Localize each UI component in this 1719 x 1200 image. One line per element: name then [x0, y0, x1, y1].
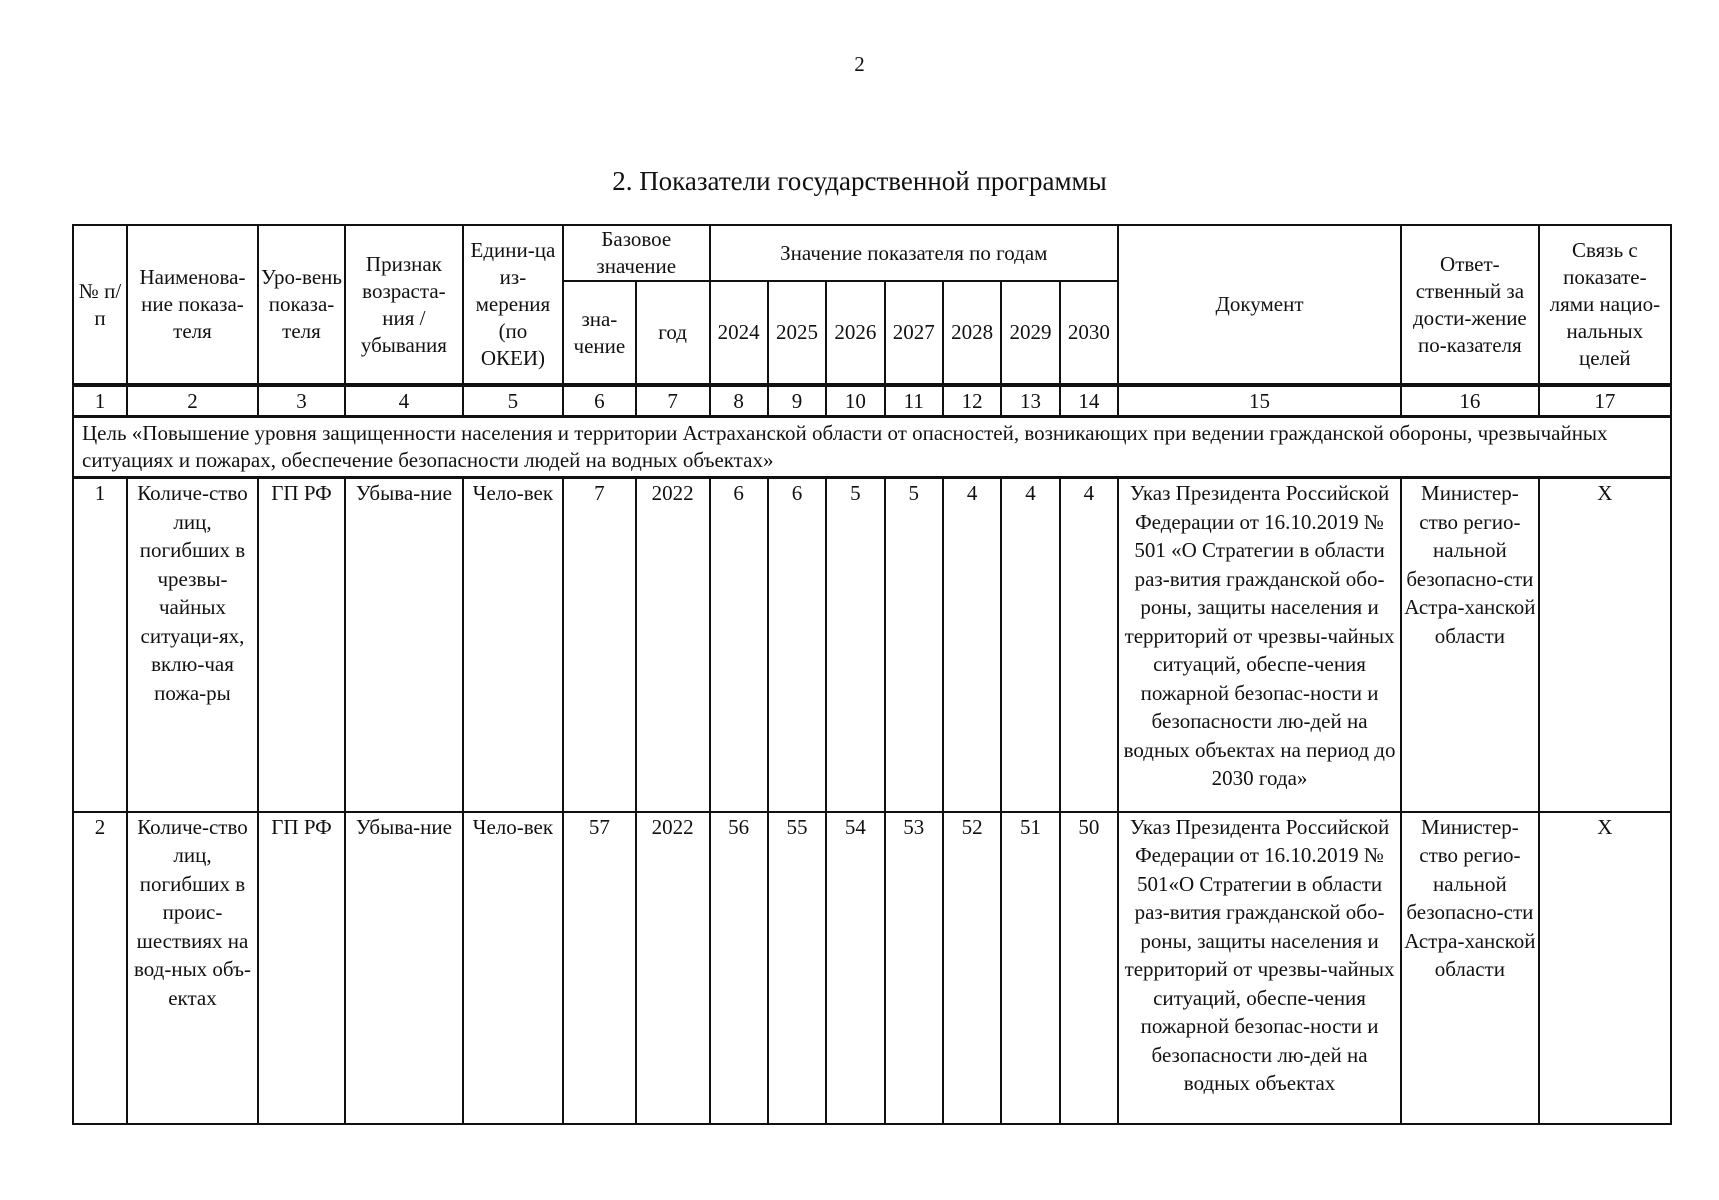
value-2025: 6: [768, 478, 826, 812]
header-base-year: год: [636, 281, 710, 385]
column-number: 17: [1539, 385, 1671, 417]
header-year-2027: 2027: [885, 281, 943, 385]
column-number: 2: [127, 385, 258, 417]
indicator-level: ГП РФ: [258, 478, 345, 812]
column-number: 15: [1118, 385, 1401, 417]
value-2030: 50: [1060, 812, 1118, 1124]
row-num: 2: [73, 812, 127, 1124]
responsible-text: Министер-ство регио-нальной безопасно-сти Астра-ханской области: [1401, 478, 1539, 812]
column-number: 4: [345, 385, 463, 417]
section-title: 2. Показатели государственной программы: [612, 166, 1107, 196]
value-2029: 4: [1001, 478, 1059, 812]
responsible-text: Министер-ство регио-нальной безопасно-сти Астра-ханской области: [1401, 812, 1539, 1124]
national-goal-link: Х: [1539, 478, 1671, 812]
column-number: 13: [1001, 385, 1059, 417]
document-text: Указ Президента Российской Федерации от 16.10.2019 № 501 «О Стратегии в области раз-вития гражданской обо-роны, защиты населения и территорий от чрезвы-чайных ситуаций, обеспе-чения пожарной безопас-ности и безопасности лю-дей на водных объектах на период до 2030 года»: [1118, 478, 1401, 812]
column-number: 5: [463, 385, 563, 417]
value-2026: 54: [826, 812, 884, 1124]
page-number: 2: [854, 52, 865, 76]
value-2029: 51: [1001, 812, 1059, 1124]
table-row: [73, 812, 1671, 1124]
indicator-level: ГП РФ: [258, 812, 345, 1124]
header-year-2025: 2025: [768, 281, 826, 385]
column-number: 1: [73, 385, 127, 417]
base-value: 57: [563, 812, 636, 1124]
column-number: 12: [943, 385, 1001, 417]
value-2027: 53: [885, 812, 943, 1124]
header-base-value: зна-чение: [563, 281, 636, 385]
value-2028: 4: [943, 478, 1001, 812]
document-text: Указ Президента Российской Федерации от 16.10.2019 № 501«О Стратегии в области раз-вития гражданской обо-роны, защиты населения и территорий от чрезвы-чайных ситуаций, обеспе-чения пожарной безопас-ности и безопасности лю-дей на водных объектах: [1118, 812, 1401, 1124]
indicator-unit: Чело-век: [463, 812, 563, 1124]
header-years-group: Значение показателя по годам: [710, 225, 1119, 281]
indicator-name: Количе-ство лиц, погибших в чрезвы-чайных ситуаци-ях, вклю-чая пожа-ры: [127, 478, 258, 812]
value-2024: 56: [710, 812, 768, 1124]
value-2030: 4: [1060, 478, 1118, 812]
column-number: 11: [885, 385, 943, 417]
header-base-group: Базовое значение: [563, 225, 709, 281]
header-num: № п/п: [73, 225, 127, 385]
header-document: Документ: [1118, 225, 1401, 385]
header-year-2026: 2026: [826, 281, 884, 385]
row-num: 1: [73, 478, 127, 812]
base-value: 7: [563, 478, 636, 812]
header-sign: Признак возраста-ния / убывания: [345, 225, 463, 385]
base-year: 2022: [636, 478, 710, 812]
column-number-row: [73, 385, 1671, 417]
value-2028: 52: [943, 812, 1001, 1124]
indicator-name: Количе-ство лиц, погибших в проис-шествиях на вод-ных объ-ектах: [127, 812, 258, 1124]
header-year-2029: 2029: [1001, 281, 1059, 385]
value-2025: 55: [768, 812, 826, 1124]
column-number: 16: [1401, 385, 1539, 417]
national-goal-link: Х: [1539, 812, 1671, 1124]
base-year: 2022: [636, 812, 710, 1124]
header-responsible: Ответ-ственный за дости-жение по-казателя: [1401, 225, 1539, 385]
column-number: 3: [258, 385, 345, 417]
table-row: [73, 478, 1671, 812]
goal-text: Цель «Повышение уровня защищенности населения и территории Астраханской области от опасностей, возникающих при ведении гражданской обороны, чрезвычайных ситуациях и пожарах, обеспечение безопасности людей на водных объектах»: [73, 417, 1671, 478]
column-number: 14: [1060, 385, 1118, 417]
indicator-sign: Убыва-ние: [345, 812, 463, 1124]
header-name: Наименова-ние показа-теля: [127, 225, 258, 385]
header-year-2024: 2024: [710, 281, 768, 385]
header-level: Уро-вень показа-теля: [258, 225, 345, 385]
header-link: Связь с показате-лями нацио-нальных целей: [1539, 225, 1671, 385]
indicators-table: [72, 224, 1672, 1125]
value-2027: 5: [885, 478, 943, 812]
goal-row: [73, 417, 1671, 478]
column-number: 6: [563, 385, 636, 417]
header-year-2028: 2028: [943, 281, 1001, 385]
header-year-2030: 2030: [1060, 281, 1118, 385]
column-number: 7: [636, 385, 710, 417]
column-number: 10: [826, 385, 884, 417]
column-number: 9: [768, 385, 826, 417]
value-2026: 5: [826, 478, 884, 812]
value-2024: 6: [710, 478, 768, 812]
indicator-sign: Убыва-ние: [345, 478, 463, 812]
header-unit: Едини-ца из-мерения (по ОКЕИ): [463, 225, 563, 385]
column-number: 8: [710, 385, 768, 417]
indicator-unit: Чело-век: [463, 478, 563, 812]
